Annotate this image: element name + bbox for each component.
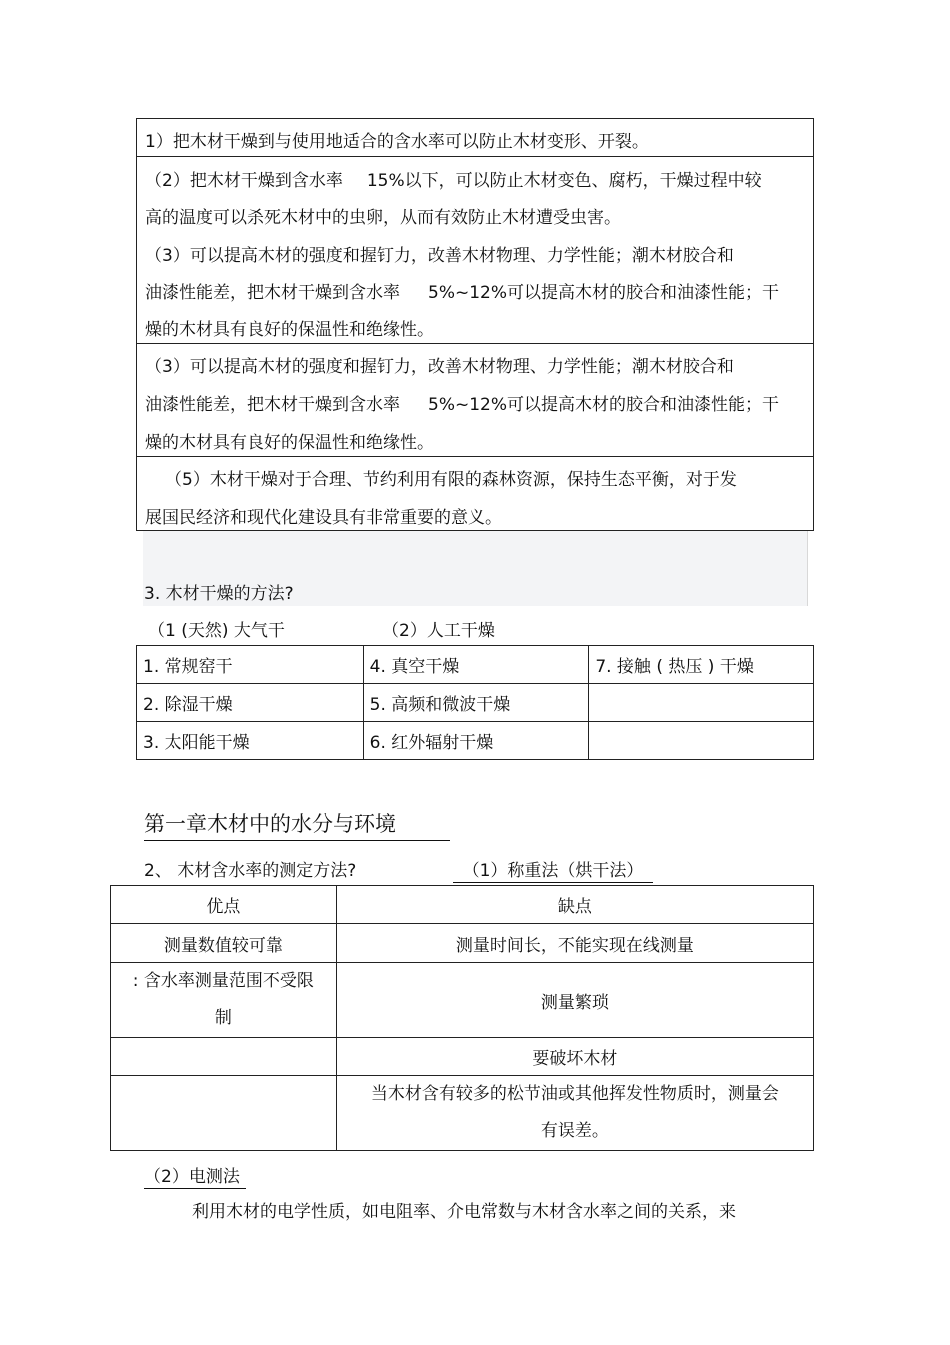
benefit-2-line-1 xyxy=(145,166,762,191)
con-cell-line-2: 有误差。 xyxy=(540,1121,609,1141)
methods-table xyxy=(136,645,814,760)
benefit-5-line-1: （5）木材干燥对于合理、节约利用有限的森林资源，保持生态平衡，对于发 xyxy=(165,470,737,490)
pro-cell-line-1: : 含水率测量范围不受限 xyxy=(132,971,314,991)
benefit-4-line-1: （3）可以提高木材的强度和握钉力，改善木材物理、力学性能；潮木材胶合和 xyxy=(145,357,734,377)
benefit-3-line-2b: 5%~12%可以提高木材的胶合和油漆性能；干 xyxy=(428,283,779,303)
benefit-4-line-2 xyxy=(145,390,779,415)
benefit-3-line-1: （3）可以提高木材的强度和握钉力，改善木材物理、力学性能；潮木材胶合和 xyxy=(145,246,734,266)
method-natural: （1 (天然) 大气干 xyxy=(148,621,285,641)
method-cell: 5. 高频和微波干燥 xyxy=(363,684,589,722)
benefit-4-line-3: 燥的木材具有良好的保温性和绝缘性。 xyxy=(145,433,434,453)
method-cell: 4. 真空干燥 xyxy=(363,646,589,684)
method-cell xyxy=(589,684,814,722)
benefit-3-line-3: 燥的木材具有良好的保温性和绝缘性。 xyxy=(145,320,434,340)
con-cell: 测量时间长，不能实现在线测量 xyxy=(336,924,813,963)
electric-method-text: 利用木材的电学性质，如电阻率、介电常数与木材含水率之间的关系，来 xyxy=(192,1202,736,1222)
weighing-method: （1）称重法（烘干法） xyxy=(453,856,653,883)
benefit-5-line-2: 展国民经济和现代化建设具有非常重要的意义。 xyxy=(145,508,502,528)
comparison-table xyxy=(110,885,814,1151)
pro-cell: 测量数值较可靠 xyxy=(111,924,337,963)
benefit-3-line-2 xyxy=(145,278,779,303)
con-cell: 要破坏木材 xyxy=(336,1038,813,1076)
benefit-4-line-2b: 5%~12%可以提高木材的胶合和油漆性能；干 xyxy=(428,395,779,415)
method-cell: 3. 太阳能干燥 xyxy=(137,722,364,760)
method-artificial: （2）人工干燥 xyxy=(382,621,495,641)
benefit-2-line-1a: （2）把木材干燥到含水率 xyxy=(145,171,343,191)
benefit-2-line-2: 高的温度可以杀死木材中的虫卵，从而有效防止木材遭受虫害。 xyxy=(145,208,621,228)
pro-cell-empty xyxy=(111,1076,337,1151)
benefit-1-text: 1）把木材干燥到与使用地适合的含水率可以防止木材变形、开裂。 xyxy=(145,132,649,152)
con-cell xyxy=(336,1076,813,1151)
measure-question: 2、 木材含水率的测定方法? xyxy=(144,861,357,881)
method-cell: 7. 接触 ( 热压 ) 干燥 xyxy=(589,646,814,684)
header-pro: 优点 xyxy=(111,886,337,924)
con-cell-line-1: 当木材含有较多的松节油或其他挥发性物质时，测量会 xyxy=(370,1084,779,1104)
method-cell: 2. 除湿干燥 xyxy=(137,684,364,722)
benefit-box-5 xyxy=(136,456,814,531)
benefit-box-2-3 xyxy=(136,156,814,344)
benefit-4-line-2a: 油漆性能差，把木材干燥到含水率 xyxy=(145,395,400,415)
electric-method-heading: （2）电测法 xyxy=(144,1162,246,1189)
method-cell xyxy=(589,722,814,760)
con-cell: 测量繁琐 xyxy=(336,963,813,1038)
benefit-box-4 xyxy=(136,343,814,457)
benefit-2-line-1b: 15%以下，可以防止木材变色、腐朽，干燥过程中较 xyxy=(366,171,762,191)
method-cell: 1. 常规窑干 xyxy=(137,646,364,684)
pro-cell-line-2: 制 xyxy=(214,1008,232,1028)
benefit-3-line-2a: 油漆性能差，把木材干燥到含水率 xyxy=(145,283,400,303)
methods-question: 3. 木材干燥的方法? xyxy=(144,584,294,604)
benefit-box-1 xyxy=(136,118,814,157)
pro-cell xyxy=(111,963,337,1038)
header-con: 缺点 xyxy=(336,886,813,924)
pro-cell-empty xyxy=(111,1038,337,1076)
method-cell: 6. 红外辐射干燥 xyxy=(363,722,589,760)
chapter-title: 第一章木材中的水分与环境 xyxy=(144,808,450,841)
